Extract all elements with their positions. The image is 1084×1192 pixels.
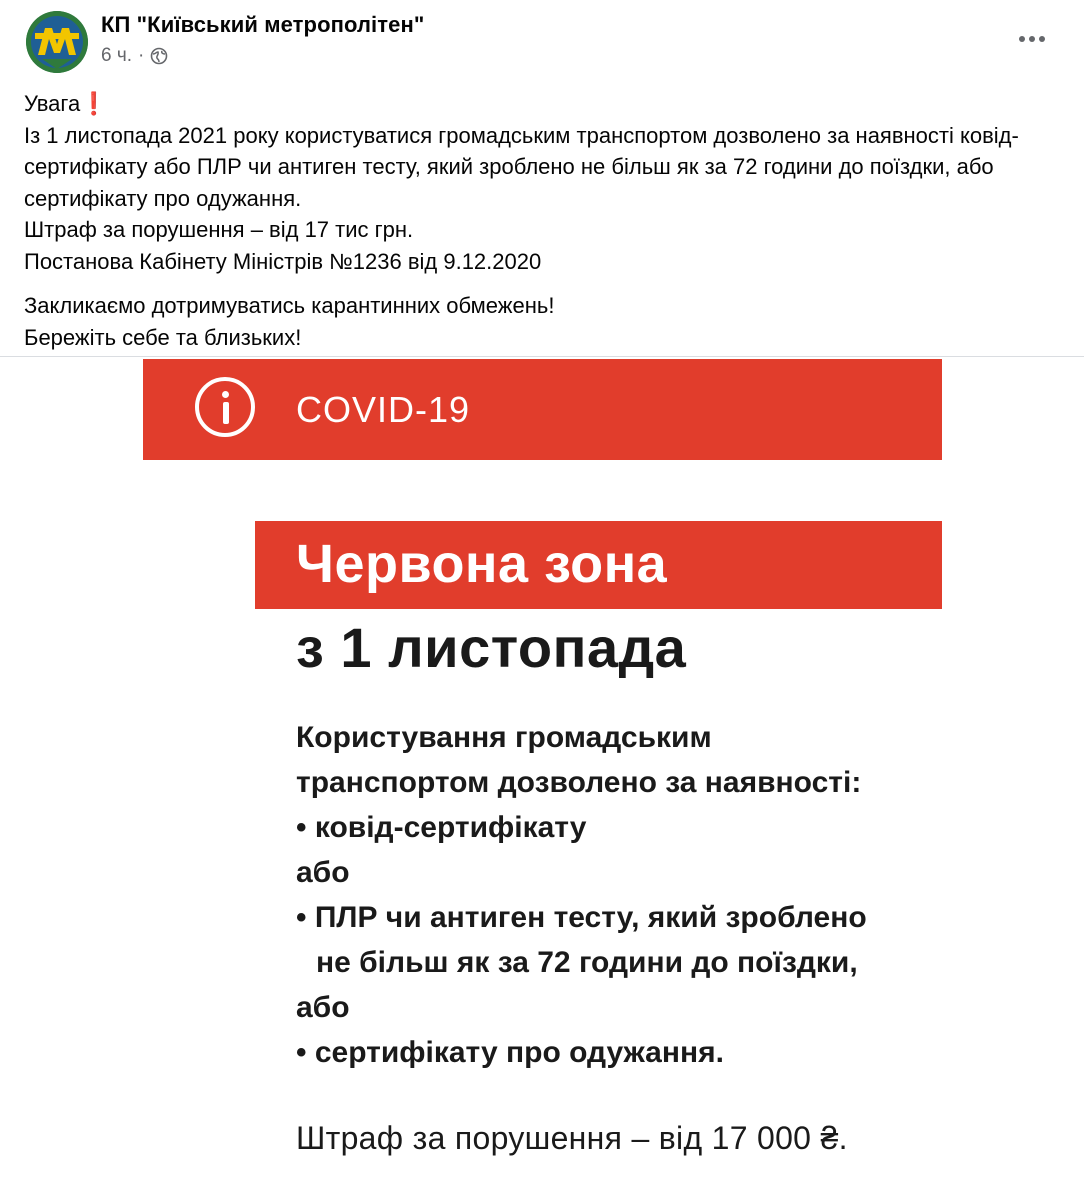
metro-logo-icon xyxy=(26,11,88,73)
post-image[interactable] xyxy=(0,357,1084,1192)
post-time[interactable]: 6 ч. xyxy=(101,45,133,66)
post-text-line: Штраф за порушення – від 17 тис грн. xyxy=(24,217,414,242)
more-dot xyxy=(1029,36,1035,42)
more-dot xyxy=(1019,36,1025,42)
post-meta xyxy=(101,45,168,67)
post-text-line: Постанова Кабінету Міністрів №1236 від 9.12.2020 xyxy=(24,248,542,274)
rules-list xyxy=(296,715,956,1075)
page-name[interactable]: КП "Київський метрополітен" xyxy=(101,12,425,37)
more-dot xyxy=(1039,36,1045,42)
post-text-line: Бережіть себе та близьких! xyxy=(24,324,302,350)
rule-or: або xyxy=(296,991,350,1024)
covid-label: COVID-19 xyxy=(296,389,471,430)
more-options-button[interactable] xyxy=(1012,24,1052,54)
meta-separator: · xyxy=(138,45,145,66)
rule-item: • ПЛР чи антиген тесту, який зроблено xyxy=(296,901,867,934)
covid-banner xyxy=(143,359,942,460)
post-header xyxy=(0,0,1084,80)
red-zone-banner xyxy=(255,521,942,609)
globe-icon[interactable] xyxy=(150,47,168,65)
rule-item: • ковід-сертифікату xyxy=(296,811,587,844)
attention-word: Увага xyxy=(24,91,81,116)
post-text-line: Із 1 листопада 2021 року користуватися громадським транспортом дозволено за наявності ковід-сертифікату або ПЛР чи антиген тесту, який зроблено не більш як за 72 години до поїздки, або сертифікату про одужання. xyxy=(24,122,1019,211)
page-avatar[interactable] xyxy=(26,11,88,73)
post-text-line: Закликаємо дотримуватись карантинних обмежень! xyxy=(24,293,555,318)
exclamation-emoji-icon: ❗ xyxy=(80,91,108,116)
rules-intro: Користування громадським xyxy=(296,721,712,754)
post-text-line xyxy=(24,88,1064,120)
info-icon xyxy=(195,377,255,437)
rules-intro: транспортом дозволено за наявності: xyxy=(296,766,862,799)
red-zone-label: Червона зона xyxy=(296,534,668,594)
rule-item: • сертифікату про одужання. xyxy=(296,1036,724,1069)
rule-item-continued: не більш як за 72 години до поїздки, xyxy=(316,946,858,979)
from-date-heading: з 1 листопада xyxy=(296,616,687,679)
post-text xyxy=(24,88,1064,353)
fine-text: Штраф за порушення – від 17 000 ₴. xyxy=(296,1120,848,1156)
rule-or: або xyxy=(296,856,350,889)
